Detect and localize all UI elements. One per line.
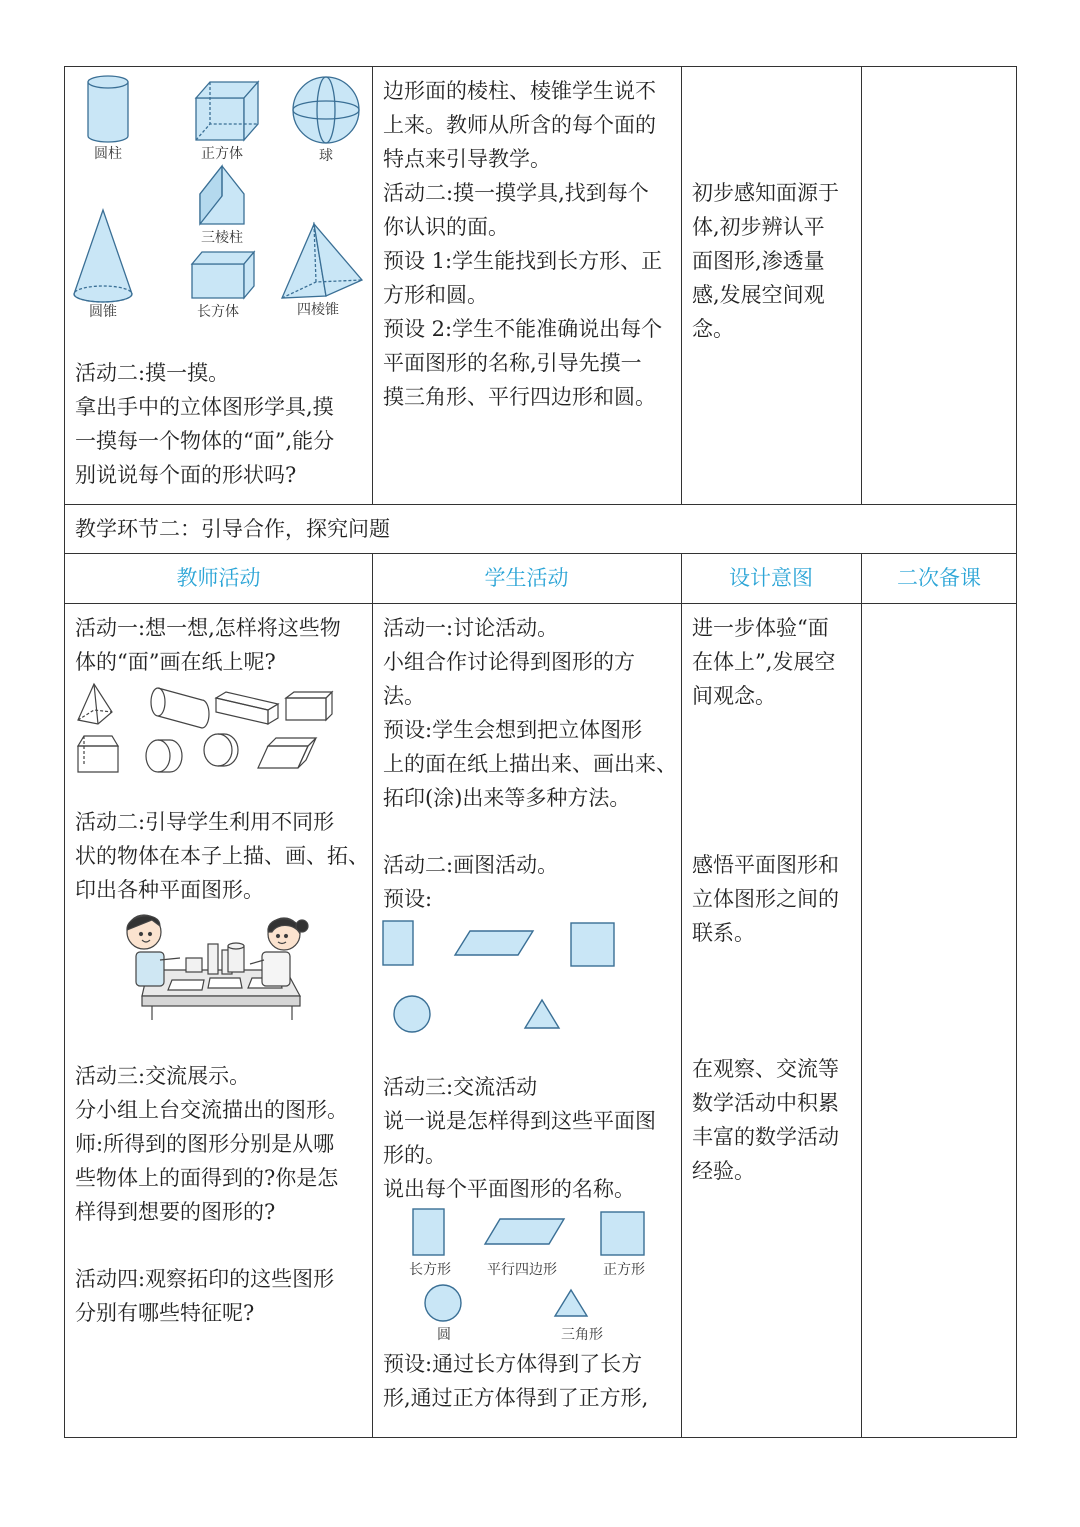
section2-title: 教学环节二：引导合作，探究问题 [75,517,390,541]
header-teacher-activity: 教师活动 [176,566,261,590]
parallelogram-shape [485,1219,564,1244]
long-cuboid-outline-icon [216,692,278,724]
cube-label: 正方体 [201,146,243,162]
row-divider-3 [64,603,1017,604]
row-divider-2 [64,553,1017,554]
table-top-border [64,66,1017,67]
section1-intent-text: 初步感知面源于 体,初步辨认平 面图形,渗透量 感,发展空间观 念。 [692,181,839,341]
design-intent-1: 进一步体验“面 在体上”,发展空 间观念。 [692,616,836,708]
cylinder-outline-icon [151,688,209,728]
sphere-icon [293,77,359,143]
col-divider-1-bottom [372,553,373,1437]
frustum-outline-icon [78,736,118,772]
cuboid-outline-icon [286,692,332,720]
student-activity-4: 预设:通过长方体得到了长方 形,通过正方体得到了正方形, [383,1352,649,1410]
section1-teacher-text: 活动二:摸一摸。 拿出手中的立体图形学具,摸 一摸每一个物体的“面”,能分 别说说每个面的形状吗? [75,361,335,487]
cone-label: 圆锥 [89,304,117,320]
square-shape [571,923,614,966]
square-pyramid-icon [282,224,362,298]
header-second-preparation: 二次备课 [897,566,981,590]
student-activity-2: 活动二:画图活动。 预设: [383,853,559,911]
labeled-plane-shapes-figure [380,1206,670,1346]
teacher-activity-3: 活动三:交流展示。 分小组上台交流描出的图形。 师:所得到的图形分别是从哪 些物体上的面得到的?你是怎 样得到想要的图形的? [75,1064,348,1224]
table-right-border [1016,66,1017,1438]
cuboid-label: 长方体 [197,304,239,320]
children-drawing-illustration [112,908,304,1024]
parallelogram-label: 平行四边形 [487,1262,557,1278]
sphere-label: 球 [319,148,333,164]
circle-shape [394,996,430,1032]
rectangle-shape [383,921,413,965]
design-intent-2: 感悟平面图形和 立体图形之间的 联系。 [692,853,839,945]
col-divider-3-bottom [861,553,862,1437]
col-divider-1-top [372,66,373,504]
teacher-activity-4: 活动四:观察拓印的这些图形 分别有哪些特征呢? [75,1267,335,1325]
cone-icon [74,210,132,302]
disc-outline-icon [204,734,238,766]
plane-shapes-figure [380,918,620,1034]
col-divider-3-top [861,66,862,504]
short-cylinder-outline-icon [146,740,182,772]
cuboid-icon [192,252,254,298]
triangular-prism-label: 三棱柱 [201,230,243,246]
triangular-prism-icon [200,166,244,224]
col-divider-2-bottom [681,553,682,1437]
parallelepiped-outline-icon [258,738,316,768]
parallelogram-shape [455,931,533,955]
section1-student-text: 边形面的棱柱、棱锥学生说不 上来。教师从所含的每个面的 特点来引导教学。 活动二:摸一摸学具,找到每个 你认识的面。 预设 1:学生能找到长方形、正 方形和圆。 预设 2:学生不能准确说出每个 平面图形的名称,引导先摸一 摸三角形、平行四边形和圆。 [383,79,663,409]
solid-shapes-figure [68,72,368,328]
triangle-shape [555,1290,587,1316]
header-student-activity: 学生活动 [484,566,569,590]
row-divider-1 [64,504,1017,505]
rectangle-shape [413,1209,444,1255]
rectangle-label: 长方形 [409,1262,451,1278]
circle-shape [425,1285,461,1321]
cube-icon [196,82,258,140]
triangle-shape [525,1000,559,1028]
solids-outline-figure [72,680,336,780]
circle-label: 圆 [437,1327,451,1343]
student-activity-3: 活动三:交流活动 说一说是怎样得到这些平面图 形的。 说出每个平面图形的名称。 [383,1075,656,1201]
square-shape [601,1212,644,1255]
square-label: 正方形 [603,1262,645,1278]
design-intent-3: 在观察、交流等 数学活动中积累 丰富的数学活动 经验。 [692,1057,839,1183]
student-activity-1: 活动一:讨论活动。 小组合作讨论得到图形的方 法。 预设:学生会想到把立体图形 上的面在纸上描出来、画出来、 拓印(涂)出来等多种方法。 [383,616,677,810]
pyramid-outline-icon [78,684,112,724]
teacher-activity-2: 活动二:引导学生利用不同形 状的物体在本子上描、画、拓、 印出各种平面图形。 [75,810,369,902]
triangle-label: 三角形 [561,1327,603,1343]
square-pyramid-label: 四棱锥 [297,302,339,318]
col-divider-2-top [681,66,682,504]
table-bottom-border [64,1437,1017,1438]
cylinder-icon [88,76,128,142]
cylinder-label: 圆柱 [94,146,122,162]
teacher-activity-1: 活动一:想一想,怎样将这些物 体的“面”画在纸上呢? [75,616,341,674]
table-left-border [64,66,65,1438]
header-design-intent: 设计意图 [729,566,813,590]
